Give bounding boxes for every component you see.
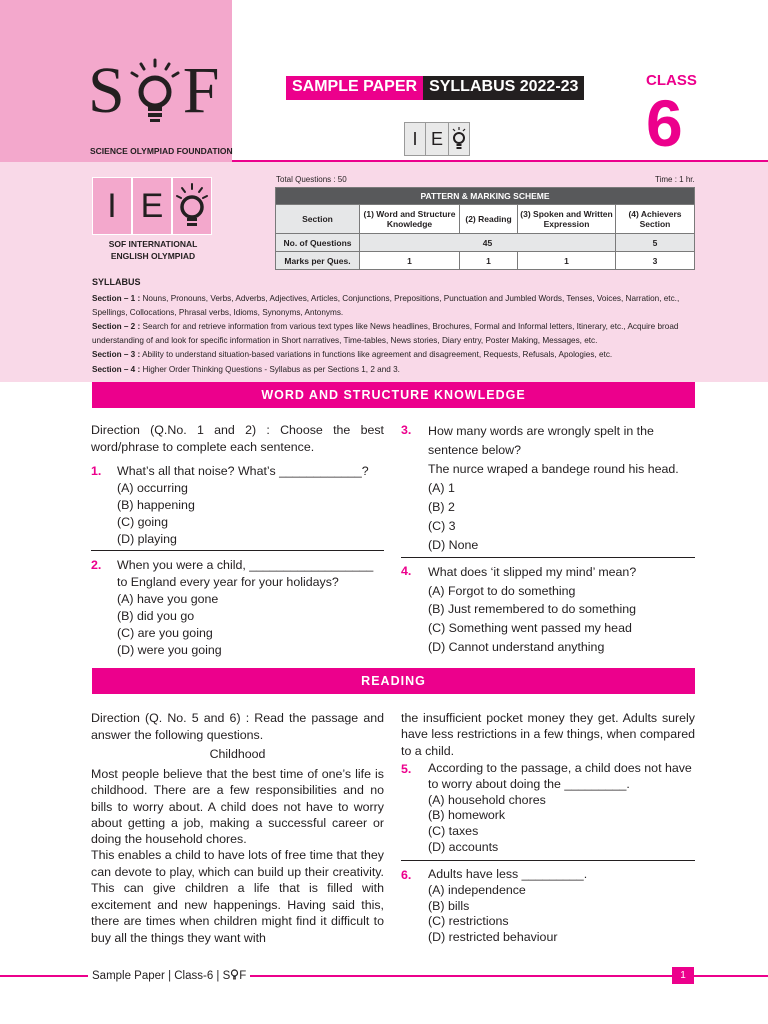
olympiad-name	[92, 238, 214, 262]
direction-q5-6: Direction (Q. No. 5 and 6) : Read the passage and answer the following questions.	[91, 711, 384, 742]
table-cell: 5	[616, 234, 695, 252]
olympiad-name-line1: SOF INTERNATIONAL	[108, 239, 198, 249]
passage-paragraph-3: the insufficient pocket money they get. Adults surely have less restrictions in a few things, when compared to a child.	[401, 711, 695, 758]
page-number: 1	[672, 967, 694, 984]
answer-option[interactable]: (D) were you going	[117, 643, 222, 657]
syllabus-heading: SYLLABUS	[92, 277, 141, 287]
answer-option[interactable]: (B) homework	[428, 808, 506, 823]
section-text: Higher Order Thinking Questions - Syllabus as per Sections 1, 2 and 3.	[142, 365, 400, 374]
olympiad-name-line2: ENGLISH OLYMPIAD	[110, 251, 196, 261]
table-cell: 3	[616, 252, 695, 270]
ieo-letter-e: E	[132, 177, 172, 235]
answer-option[interactable]: (B) 2	[428, 500, 455, 514]
bulb-icon	[448, 122, 470, 156]
question-6	[401, 867, 696, 946]
section-text: Ability to understand situation-based variations in functions like agreement and disagreement, Requests, Refusals, Apologies, etc.	[142, 350, 613, 359]
bulb-icon	[127, 58, 183, 124]
table-cell: 1	[518, 252, 616, 270]
bulb-icon	[172, 177, 212, 235]
question-number: 1.	[91, 464, 102, 478]
question-text: How many words are wrongly spelt in the	[428, 424, 654, 438]
header-rule	[232, 160, 768, 162]
answer-option[interactable]: (C) 3	[428, 519, 456, 533]
sof-logo-letter-s: S	[88, 54, 127, 127]
syllabus-section-1	[92, 292, 697, 319]
table-cell: 45	[360, 234, 616, 252]
table-cell: 1	[360, 252, 460, 270]
syllabus-section-4	[92, 363, 697, 377]
class-label: CLASS	[646, 72, 697, 89]
question-number: 5.	[401, 762, 412, 776]
question-text: to England every year for your holidays?	[117, 575, 339, 589]
answer-option[interactable]: (C) are you going	[117, 626, 213, 640]
section-label: Section – 2 :	[92, 322, 141, 331]
row-label: No. of Questions	[276, 234, 360, 252]
question-number: 6.	[401, 868, 412, 882]
question-text: What’s all that noise? What’s ____________?	[117, 464, 369, 478]
section-heading-word-structure: WORD AND STRUCTURE KNOWLEDGE	[92, 382, 695, 408]
ieo-logo	[92, 177, 214, 235]
table-title: PATTERN & MARKING SCHEME	[276, 188, 695, 205]
table-row	[276, 252, 695, 270]
ieo-letter-i: I	[92, 177, 132, 235]
passage-title: Childhood	[209, 747, 266, 761]
section-text: Search for and retrieve information from various text types like News headlines, Brochures, Formal and Informal letters, Itinerary, etc., Acquire broad understanding of and look for specific information in Short narratives, Time-tables, News stories, Diary entry, Poster Making, Messages, etc.	[92, 322, 679, 345]
answer-option[interactable]: (A) occurring	[117, 481, 188, 495]
answer-option[interactable]: (D) None	[428, 538, 479, 552]
answer-option[interactable]: (A) independence	[428, 882, 526, 897]
section-label: Section – 3 :	[92, 350, 141, 359]
passage-paragraph-2: This enables a child to have lots of free time that they can devote to play, which can build up their creativity. This can give children a life that is filled with excitement and new happenings. Having said this, there are times when children might find it difficult to buy all the things they want with	[91, 848, 384, 945]
passage-paragraph-1: Most people believe that the best time of one’s life is childhood. There are a few responsibilities and no bills to worry about. A child does not have to worry about getting a job, making a successful career or doing the household chores.	[91, 767, 384, 847]
sof-logo-letter-f: F	[182, 54, 222, 127]
question-divider	[401, 557, 695, 558]
question-5	[401, 761, 696, 856]
footer-label: Sample Paper | Class-6 | S	[92, 970, 231, 982]
time-allowed: Time : 1 hr.	[655, 175, 695, 184]
section-label: Section – 4 :	[92, 365, 141, 374]
question-number: 2.	[91, 558, 102, 572]
table-row	[276, 205, 695, 234]
answer-option[interactable]: (A) 1	[428, 481, 455, 495]
column-header: (4) Achievers Section	[616, 205, 695, 234]
question-1	[91, 463, 384, 548]
answer-option[interactable]: (D) playing	[117, 532, 177, 546]
title-banner	[286, 76, 584, 100]
table-row	[276, 234, 695, 252]
answer-option[interactable]: (C) restrictions	[428, 914, 509, 929]
ieo-letter-e: E	[426, 122, 448, 156]
marking-scheme-table	[275, 187, 695, 270]
sample-paper-label: SAMPLE PAPER	[286, 76, 423, 100]
answer-option[interactable]: (C) Something went passed my head	[428, 621, 632, 636]
row-label: Marks per Ques.	[276, 252, 360, 270]
question-text: Adults have less _________.	[428, 867, 588, 881]
org-name: SCIENCE OLYMPIAD FOUNDATION	[90, 146, 233, 156]
answer-option[interactable]: (C) taxes	[428, 824, 479, 839]
section-label: Section – 1 :	[92, 294, 141, 303]
syllabus-year-label: SYLLABUS 2022-23	[423, 76, 584, 100]
footer-text	[88, 968, 250, 983]
question-text: When you were a child, __________________	[117, 558, 374, 572]
answer-option[interactable]: (C) going	[117, 515, 168, 529]
syllabus-section-2	[92, 320, 697, 347]
question-text: What does ‘it slipped my mind’ mean?	[428, 565, 637, 579]
question-3	[401, 422, 696, 555]
total-questions: Total Questions : 50	[276, 175, 347, 184]
column-header: (3) Spoken and Written Expression	[518, 205, 616, 234]
answer-option[interactable]: (B) Just remembered to do something	[428, 602, 636, 617]
sof-logo	[88, 54, 222, 127]
answer-option[interactable]: (A) Forgot to do something	[428, 583, 576, 598]
direction-q1-2: Direction (Q.No. 1 and 2) : Choose the best word/phrase to complete each sentence.	[91, 423, 384, 454]
question-text: sentence below?	[428, 443, 521, 457]
question-number: 3.	[401, 423, 412, 437]
ieo-letter-i: I	[404, 122, 426, 156]
question-text: According to the passage, a child does not have to worry about doing the _________.	[428, 761, 692, 791]
section-heading-reading: READING	[92, 668, 695, 694]
footer-label: F	[239, 970, 247, 982]
answer-option[interactable]: (D) accounts	[428, 839, 499, 854]
answer-option[interactable]: (D) restricted behaviour	[428, 930, 558, 945]
question-number: 4.	[401, 564, 412, 578]
answer-option[interactable]: (A) have you gone	[117, 592, 219, 606]
question-divider	[91, 550, 384, 551]
question-4	[401, 563, 696, 657]
ieo-small-logo	[404, 122, 470, 156]
question-divider	[401, 860, 695, 861]
answer-option[interactable]: (B) did you go	[117, 609, 195, 623]
bulb-icon	[230, 968, 239, 983]
table-cell: 1	[460, 252, 518, 270]
section-text: Nouns, Pronouns, Verbs, Adverbs, Adjectives, Articles, Conjunctions, Prepositions, Punctuation and Jumbled Words, Tenses, Voices, Narration, etc., Spellings, Collocations, Phrasal verbs, Idioms, Synonyms, Antonyms.	[92, 294, 680, 317]
question-2	[91, 557, 384, 659]
column-header: (2) Reading	[460, 205, 518, 234]
answer-option[interactable]: (A) household chores	[428, 792, 546, 807]
answer-option[interactable]: (B) bills	[428, 898, 470, 913]
class-number: 6	[646, 86, 683, 160]
column-header: (1) Word and Structure Knowledge	[360, 205, 460, 234]
answer-option[interactable]: (B) happening	[117, 498, 195, 512]
answer-option[interactable]: (D) Cannot understand anything	[428, 639, 605, 654]
column-header: Section	[276, 205, 360, 234]
question-sentence: The nurce wraped a bandege round his head.	[428, 462, 679, 476]
syllabus-section-3	[92, 348, 697, 362]
